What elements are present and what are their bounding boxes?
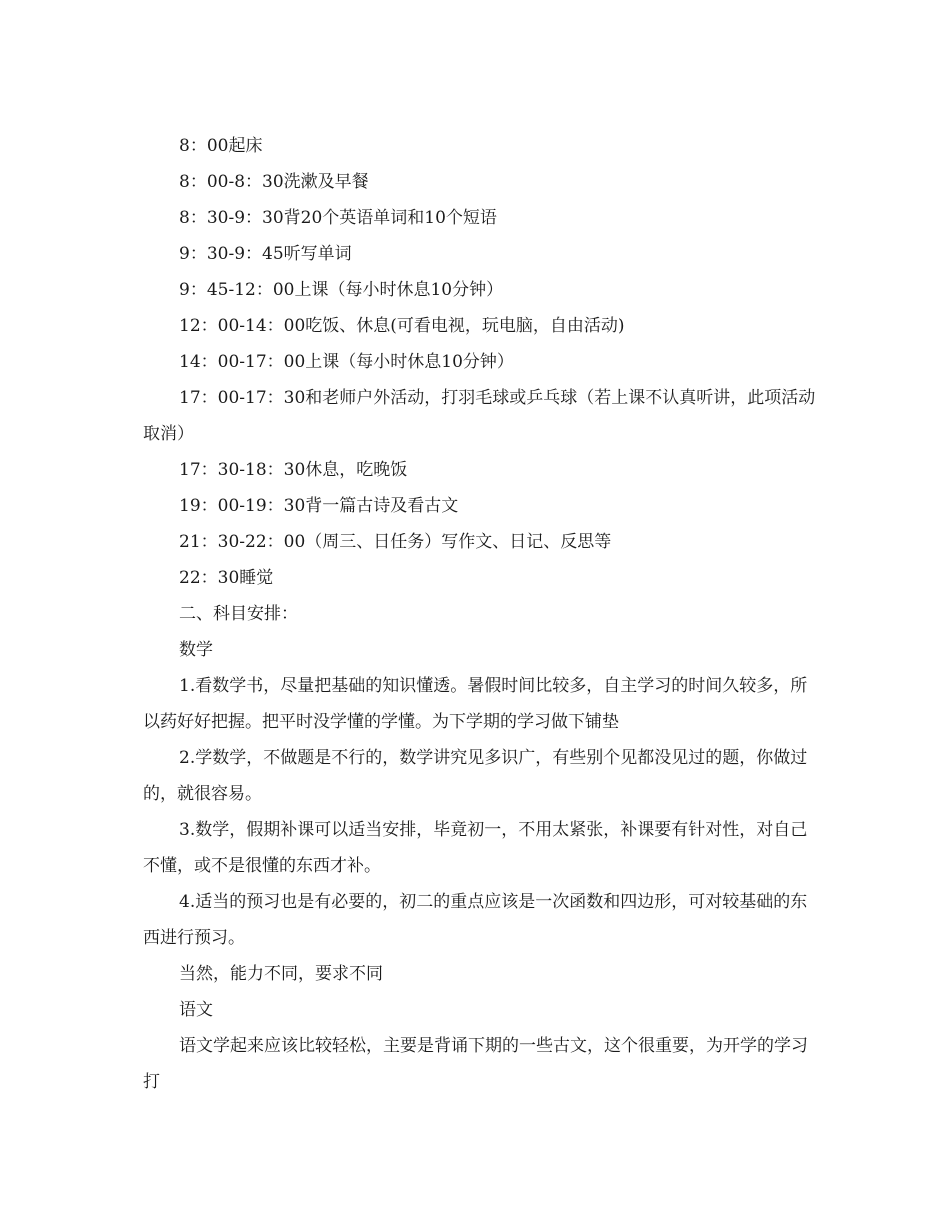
schedule-line-afternoon-class: 14：00-17：00上课（每小时休息10分钟） — [179, 352, 514, 372]
schedule-line-wake-up: 8：00起床 — [179, 136, 263, 156]
schedule-line-lunch-rest: 12：00-14：00吃饭、休息(可看电视，玩电脑，自由活动) — [179, 316, 625, 336]
schedule-line-classical-poem: 19：00-19：30背一篇古诗及看古文 — [179, 496, 459, 516]
math-item-3: 3.数学，假期补课可以适当安排，毕竟初一，不用太紧张，补课要有针对性，对自己不懂，或不是很懂的东西才补。 — [143, 820, 808, 876]
schedule-line-english-words: 8：30-9：30背20个英语单词和10个短语 — [179, 208, 497, 228]
subject-heading-chinese: 语文 — [179, 1000, 213, 1020]
chinese-paragraph: 语文学起来应该比较轻松，主要是背诵下期的一些古文，这个很重要，为开学的学习打 — [143, 1036, 808, 1092]
schedule-line-sleep: 22：30睡觉 — [179, 568, 274, 588]
math-item-2: 2.学数学，不做题是不行的，数学讲究见多识广，有些别个见都没见过的题，你做过的，就很容易。 — [143, 748, 808, 804]
math-item-4: 4.适当的预习也是有必要的，初二的重点应该是一次函数和四边形，可对较基础的东西进行预习。 — [143, 892, 808, 948]
schedule-line-breakfast: 8：00-8：30洗漱及早餐 — [179, 172, 369, 192]
schedule-line-writing: 21：30-22：00（周三、日任务）写作文、日记、反思等 — [179, 532, 612, 552]
subject-heading-math: 数学 — [179, 640, 213, 660]
schedule-line-dinner: 17：30-18：30休息，吃晚饭 — [179, 460, 408, 480]
schedule-line-outdoor-activity: 17：00-17：30和老师户外活动，打羽毛球或乒乓球（若上课不认真听讲，此项活动取消） — [143, 388, 816, 444]
document-body — [143, 128, 823, 1100]
schedule-line-dictation: 9：30-9：45听写单词 — [179, 244, 352, 264]
schedule-line-morning-class: 9：45-12：00上课（每小时休息10分钟） — [179, 280, 504, 300]
math-item-1: 1.看数学书，尽量把基础的知识懂透。暑假时间比较多，自主学习的时间久较多，所以药好好把握。把平时没学懂的学懂。为下学期的学习做下铺垫 — [143, 676, 808, 732]
section-heading-subjects: 二、科目安排： — [179, 604, 298, 624]
math-note: 当然，能力不同，要求不同 — [179, 964, 383, 984]
